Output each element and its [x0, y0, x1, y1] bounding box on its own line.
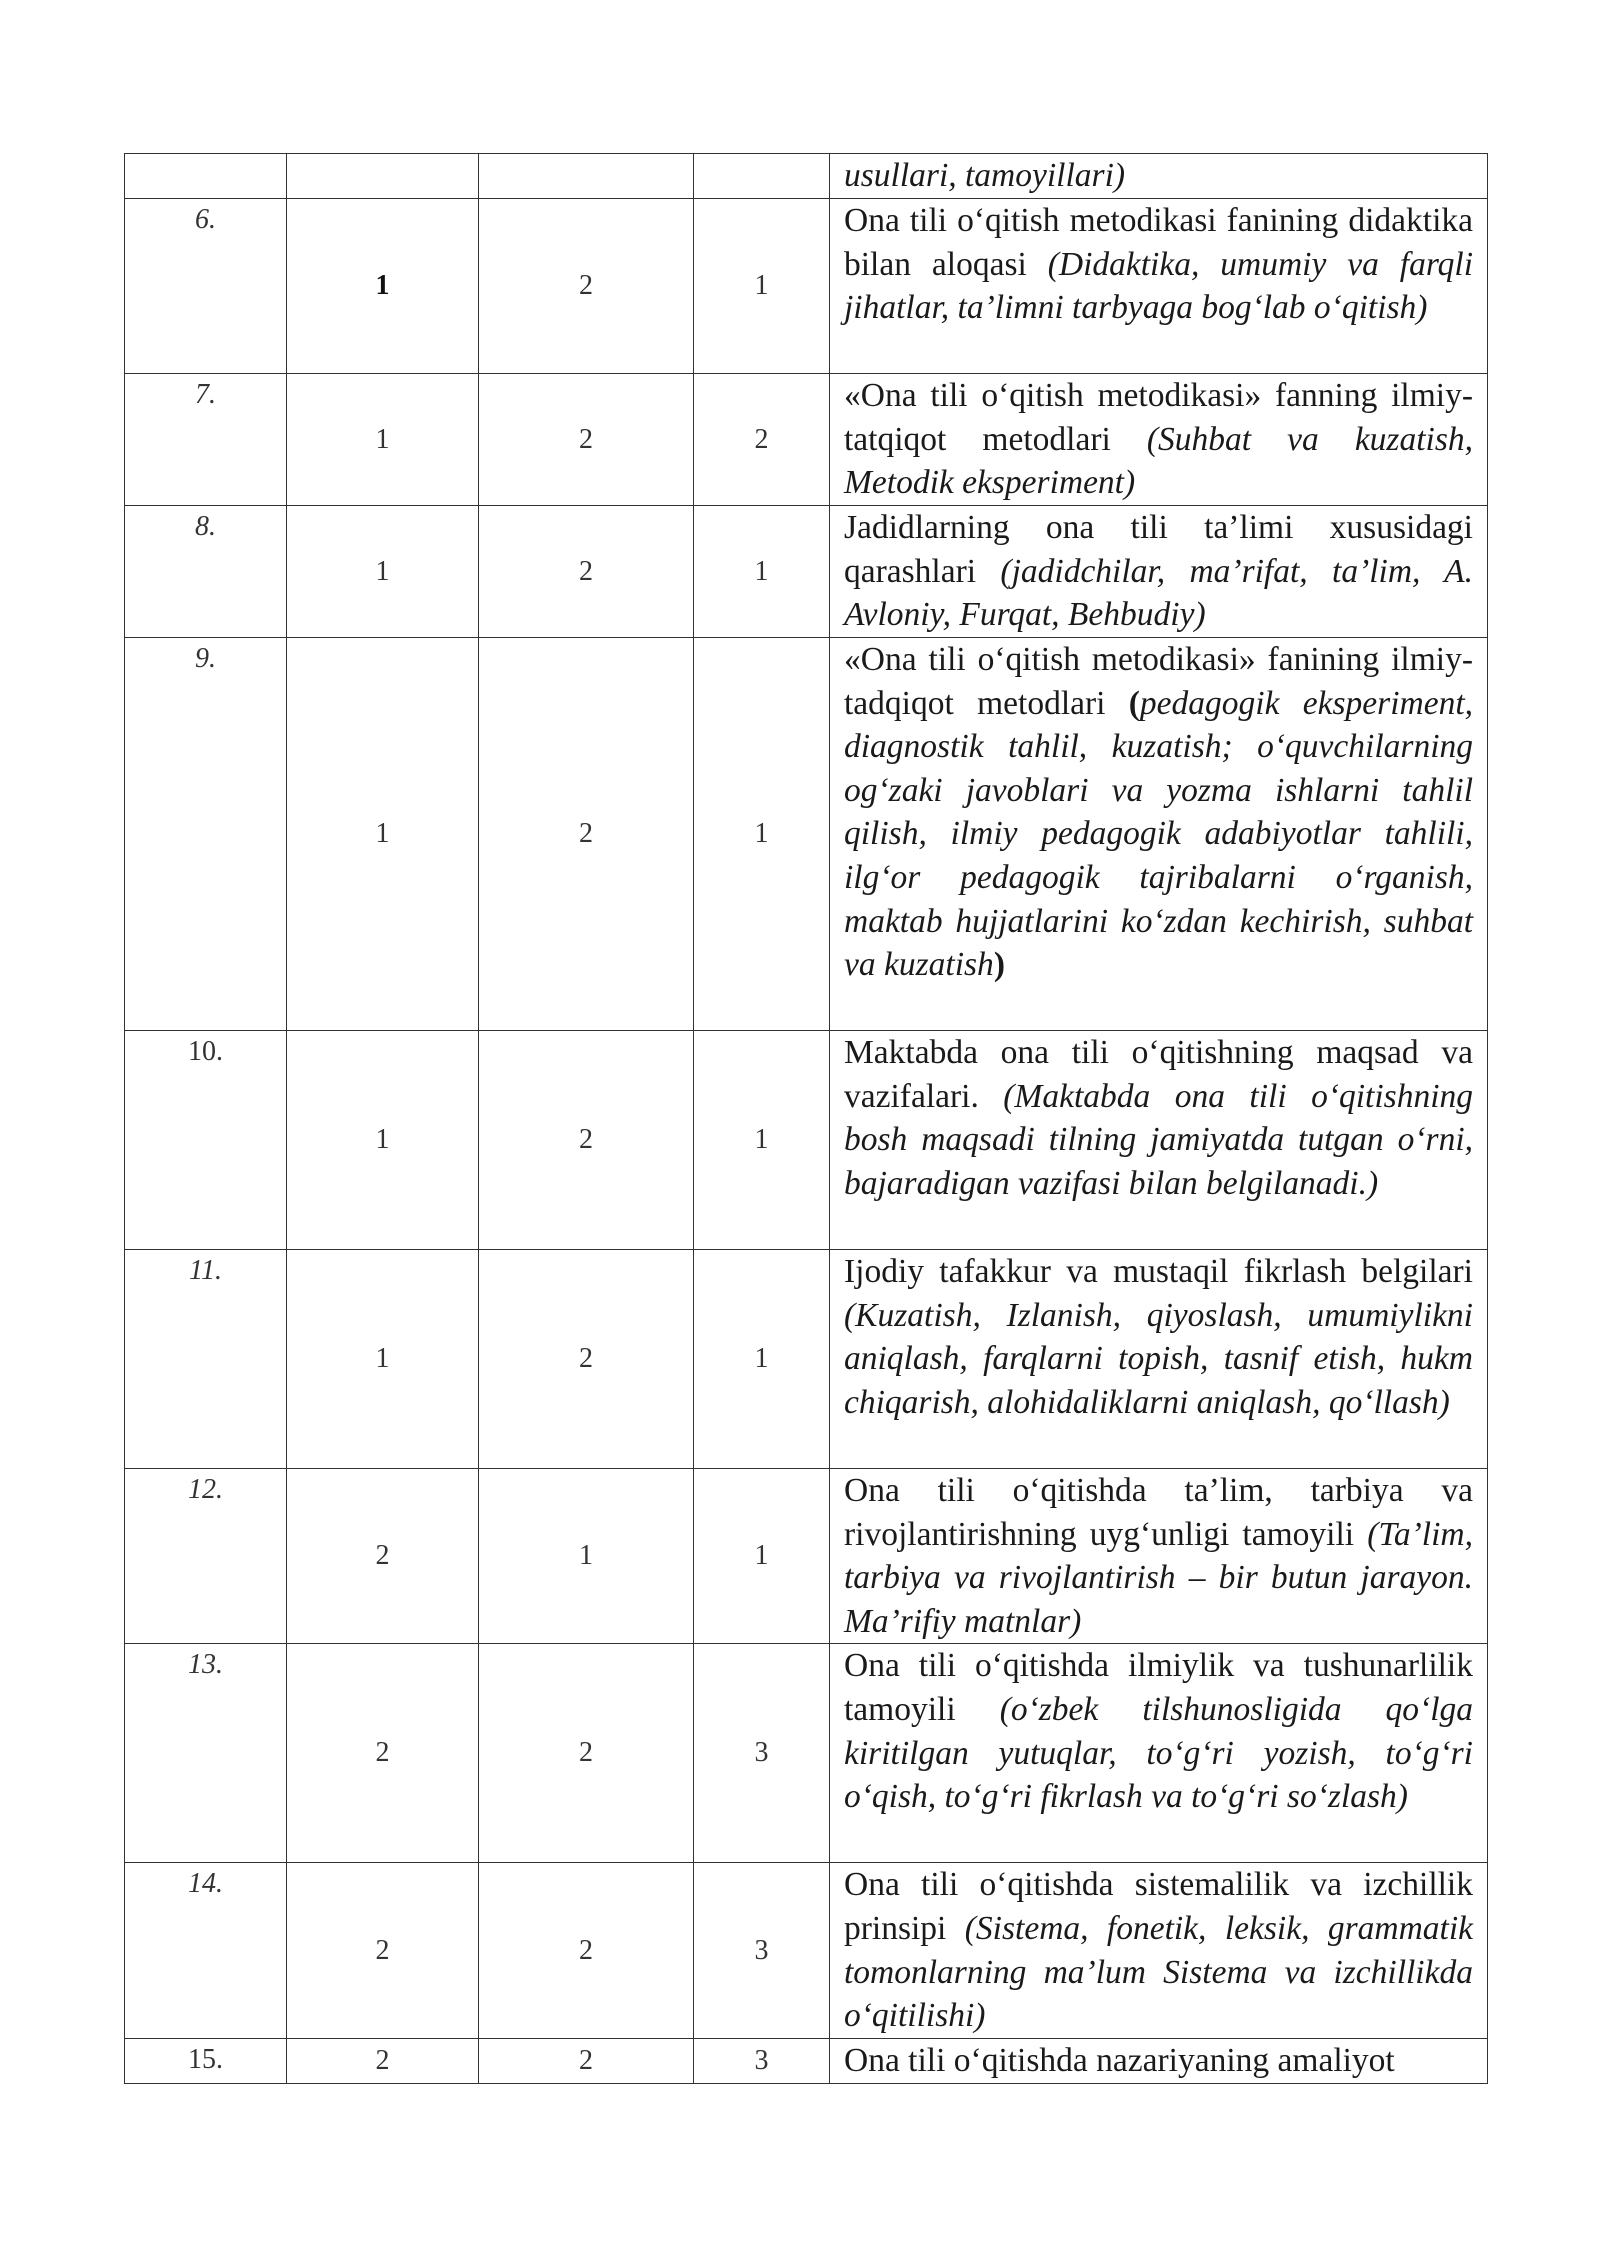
row-number-cell: 11. [125, 1250, 287, 1469]
column-2-cell: 1 [287, 506, 479, 638]
column-4-cell: 1 [694, 1031, 830, 1250]
row-number-cell: 9. [125, 638, 287, 1031]
row-number-cell: 10. [125, 1031, 287, 1250]
column-2-cell: 2 [287, 2038, 479, 2083]
topic-details: (Didaktika, umumiy va farqli jihatlar, ta’limni tarbyaga bog‘lab o‘qitish) [844, 245, 1474, 327]
table-row [125, 199, 1488, 374]
row-number-cell: 7. [125, 374, 287, 506]
topic-details: (Suhbat va kuzatish, Metodik eksperiment) [844, 420, 1473, 502]
column-3-cell: 2 [479, 1644, 694, 1863]
column-3-cell: 2 [479, 374, 694, 506]
table-row [125, 1031, 1488, 1250]
topic-cell [830, 2038, 1488, 2083]
topic-cell [830, 154, 1488, 199]
column-4-cell: 2 [694, 374, 830, 506]
table-row [125, 1250, 1488, 1469]
table-row [125, 1469, 1488, 1644]
row-number-cell: 14. [125, 1863, 287, 2038]
topic-cell [830, 638, 1488, 1031]
topic-title: Maktabda ona tili o‘qitishning maqsad va vazifalari. [844, 1034, 1473, 1115]
topic-title: Ona tili o‘qitishda ta’lim, tarbiya va rivojlantirishning uyg‘unligi tamoyili [844, 1472, 1473, 1553]
column-4-cell: 1 [694, 199, 830, 374]
topic-title: «Ona tili o‘qitish metodikasi» fanining ilmiy-tadqiqot metodlari [844, 641, 1473, 722]
table-row [125, 1863, 1488, 2038]
column-4-cell: 3 [694, 2038, 830, 2083]
topic-details: (o‘zbek tilshunosligida qo‘lga kiritilgan yutuqlar, to‘g‘ri yozish, to‘g‘ri o‘qish, to‘g‘ri fikrlash va to‘g‘ri so‘zlash) [844, 1690, 1474, 1816]
topic-details: (Ta’lim, tarbiya va rivojlantirish – bir butun jarayon. Ma’rifiy matnlar) [844, 1515, 1473, 1640]
row-number-cell [125, 154, 287, 199]
column-4-cell: 3 [694, 1644, 830, 1863]
topic-cell [830, 374, 1488, 506]
column-3-cell: 2 [479, 199, 694, 374]
topic-details: (jadidchilar, ma’rifat, ta’lim, A. Avloniy, Furqat, Behbudiy) [844, 552, 1473, 634]
topic-title: Ona tili o‘qitishda sistemalilik va izchillik prinsipi [844, 1866, 1473, 1947]
column-4-cell: 1 [694, 1469, 830, 1644]
row-number-cell: 13. [125, 1644, 287, 1863]
column-2-cell: 1 [287, 1031, 479, 1250]
topic-cell [830, 1250, 1488, 1469]
table-row [125, 1644, 1488, 1863]
column-2-cell: 1 [287, 199, 479, 374]
table-row [125, 374, 1488, 506]
column-3-cell: 1 [479, 1469, 694, 1644]
column-4-cell [694, 154, 830, 199]
topic-cell [830, 1644, 1488, 1863]
topic-title: Ijodiy tafakkur va mustaqil fikrlash belgilari [844, 1253, 1473, 1290]
topic-title: «Ona tili o‘qitish metodikasi» fanning ilmiy-tatqiqot metodlari [844, 377, 1473, 458]
row-number-cell: 15. [125, 2038, 287, 2083]
topic-cell [830, 1469, 1488, 1644]
column-3-cell: 2 [479, 1250, 694, 1469]
column-4-cell: 1 [694, 638, 830, 1031]
column-3-cell: 2 [479, 506, 694, 638]
column-3-cell: 2 [479, 1031, 694, 1250]
open-paren: ( [1128, 684, 1140, 722]
column-3-cell: 2 [479, 1863, 694, 2038]
topic-details: usullari, tamoyillari) [844, 157, 1126, 194]
column-4-cell: 3 [694, 1863, 830, 2038]
column-2-cell: 1 [287, 638, 479, 1031]
table-row [125, 154, 1488, 199]
close-paren: ) [993, 946, 1005, 984]
column-2-cell: 2 [287, 1863, 479, 2038]
topic-details: pedagogik eksperiment, diagnostik tahlil, kuzatish; o‘quvchilarning og‘zaki javoblari va yozma ishlarni tahlil qilish, ilmiy pedagogik adabiyotlar tahlili, ilg‘or pedagogik tajribalarni o‘rganish, maktab hujjatlarini ko‘zdan kechirish, suhbat va kuzatish [844, 684, 1473, 984]
column-3-cell: 2 [479, 2038, 694, 2083]
column-2-cell: 2 [287, 1469, 479, 1644]
topic-cell [830, 506, 1488, 638]
column-4-cell: 1 [694, 1250, 830, 1469]
topic-cell [830, 1031, 1488, 1250]
topic-title: Ona tili o‘qitishda nazariyaning amaliyot [844, 2041, 1395, 2079]
row-number-cell: 12. [125, 1469, 287, 1644]
curriculum-table [124, 153, 1488, 2084]
topic-title: Ona tili o‘qitish metodikasi fanining didaktika bilan aloqasi [844, 202, 1473, 283]
topic-details: (Maktabda ona tili o‘qitishning bosh maqsadi tilning jamiyatda tutgan o‘rni, bajaradigan vazifasi bilan belgilanadi.) [844, 1077, 1473, 1202]
topic-title: Jadidlarning ona tili ta’limi xususidagi qarashlari [844, 509, 1473, 590]
topic-title: Ona tili o‘qitishda ilmiylik va tushunarlilik tamoyili [844, 1647, 1473, 1728]
column-3-cell [479, 154, 694, 199]
column-2-cell: 2 [287, 1644, 479, 1863]
table-row [125, 2038, 1488, 2083]
table-row [125, 638, 1488, 1031]
column-2-cell: 1 [287, 374, 479, 506]
column-2-cell [287, 154, 479, 199]
column-3-cell: 2 [479, 638, 694, 1031]
row-number-cell: 8. [125, 506, 287, 638]
topic-cell [830, 199, 1488, 374]
row-number-cell: 6. [125, 199, 287, 374]
topic-details: (Kuzatish, Izlanish, qiyoslash, umumiylikni aniqlash, farqlarni topish, tasnif etish, hukm chiqarish, alohidaliklarni aniqlash, qo‘llash) [844, 1296, 1473, 1421]
topic-cell [830, 1863, 1488, 2038]
topic-details: (Sistema, fonetik, leksik, grammatik tomonlarning ma’lum Sistema va izchillikda o‘qitilishi) [844, 1909, 1473, 2035]
table-row [125, 506, 1488, 638]
column-4-cell: 1 [694, 506, 830, 638]
column-2-cell: 1 [287, 1250, 479, 1469]
